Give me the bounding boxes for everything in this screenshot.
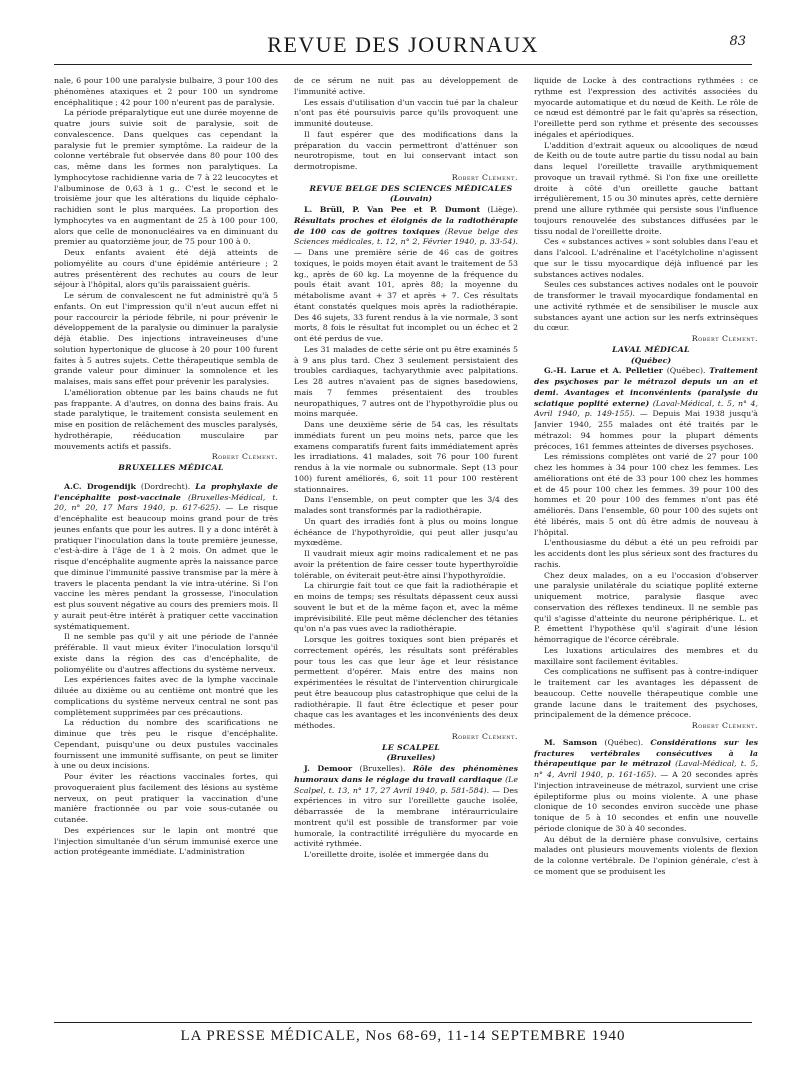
paragraph: Des expériences sur le lapin ont montré que l'injection simultanée d'un sérum immunisé exerce une action protégeante immédiate. L'administration bbox=[54, 825, 278, 857]
article-place: (Québec). bbox=[597, 737, 651, 747]
author-signature: Robert Clément. bbox=[451, 731, 518, 741]
paragraph: Lorsque les goitres toxiques sont bien préparés et correctement opérés, les résultats sont préférables pour tous les cas que leur âge et leur résistance permettent d'opérer. Mais entre des mains non expérimentées le résultat de l'intervention chirurgicale peut être beaucoup plus catastrophique que celui de la radiothérapie. Il faut être éclectique et peser pour chaque cas les avantages et les inconvénients des deux méthodes. bbox=[294, 635, 518, 730]
article-reference: (Le Scalpel, t. 13, n° 17, 27 Avril 1940, p. 581-584). — bbox=[294, 774, 518, 795]
article-abstract bbox=[294, 205, 518, 345]
article-title: Considérations sur les fractures vertébrales consécutives à la thérapeutique par le métrazol bbox=[534, 737, 758, 769]
article-abstract bbox=[294, 764, 518, 850]
article-reference: (Laval-Médical, t. 5, n° 4, Avril 1940, p. 161-165). — bbox=[534, 759, 758, 779]
article-author: G.-H. Larue et A. Pelletier bbox=[544, 366, 663, 376]
paragraph: Dans une deuxième série de 54 cas, les résultats immédiats furent un peu moins nets, parce que les examens comparatifs furent faits immédiatement après les irradiations. 41 malades, soit 76 pour 100 furent rendus à la vie normale ou subnormale. Sept (13 pour 100) furent améliorés, 6, soit 11 pour 100 restèrent stationnaires. bbox=[294, 420, 518, 494]
article-title: Résultats proches et éloignés de la radiothérapie de 100 cas de goitres toxiques bbox=[294, 215, 518, 236]
journal-heading: REVUE BELGE DES SCIENCES MÉDICALES bbox=[309, 183, 513, 193]
journal-city: (Louvain) bbox=[389, 194, 433, 204]
page-footer bbox=[54, 1022, 752, 1051]
paragraph: Les expériences faites avec de la lymphe vaccinale diluée au dixième ou au centième ont montré que les complications du système nerveux central ne sont pas complètement supprimées par ces précautions. bbox=[54, 675, 278, 717]
author-signature: Robert Clément. bbox=[451, 172, 518, 182]
journal-heading: BRUXELLES MÉDICAL bbox=[118, 463, 224, 472]
paragraph: Les rémissions complètes ont varié de 27 pour 100 chez les hommes à 34 pour 100 chez les femmes. Les améliorations ont été de 33 pour 100 chez les hommes et de 45 pour 100 chez les femmes. 39 pour 100 des hommes et 20 pour 100 des femmes n'ont pas été améliorés. Dans l'ensemble, 60 pour 100 des sujets ont été libérés, mais 5 ont dû être admis de nouveau à l'hôpital. bbox=[534, 452, 758, 537]
paragraph: Seules ces substances actives nodales ont le pouvoir de transformer le travail myocardique fondamental en une activité rythmée et de sensibiliser le muscle aux substances ayant une action sur les nerfs extrinsèques du cœur. bbox=[534, 280, 758, 333]
journal-heading: LE SCALPEL bbox=[381, 742, 441, 752]
paragraph: L'oreillette droite, isolée et immergée dans du bbox=[304, 850, 489, 859]
paragraph: Les luxations articulaires des membres et du maxillaire sont facilement évitables. bbox=[534, 645, 758, 666]
article-columns bbox=[54, 76, 758, 1021]
paragraph: Le sérum de convalescent ne fut administré qu'à 5 enfants. On eut l'impression qu'il n'eut aucun effet ni pour raccourcir la période fébrile, ni pour prévenir le développement de la paralysie ou diminuer la paralysie déjà établie. Des injections intraveineuses d'une solution hypertonique de glucose à 20 pour 100 furent faites à 5 autres sujets. Cette thérapeutique sembla de grande valeur pour diminuer la somnolence et les malaises, mais sans effet pour prévenir les paralysies. bbox=[54, 291, 278, 386]
paragraph: La chirurgie fait tout ce que fait la radiothérapie et en moins de temps; ses résultats dépassent ceux aussi souvent le but et de la même façon et, avec la même imprévisibilité. Elle peut même déclencher des tétanies qu'on n'a pas vues avec la radiothérapie. bbox=[294, 581, 518, 634]
paragraph: Au début de la dernière phase convulsive, certains malades ont plusieurs mouvements violents de flexion de la colonne vertébrale. De l'opinion générale, c'est à ce moment que se produisent les bbox=[534, 834, 758, 876]
paragraph: Les 31 malades de cette série ont pu être examinés 5 à 9 ans plus tard. Chez 3 seulement persistaient des troubles cardiaques, tachyarythmie avec palpitations. Les 28 autres n'avaient pas de signes basedowiens, mais 7 femmes présentaient des troubles neuropathiques, 7 autres ont de l'hypothyroïdie plus ou moins marquée. bbox=[294, 344, 518, 419]
article-author: J. Demoor bbox=[304, 764, 353, 773]
author-signature: Robert Clément. bbox=[691, 721, 758, 730]
article-abstract bbox=[534, 738, 758, 835]
article-text: Le risque d'encéphalite est beaucoup moins grand pour de très jeunes enfants que pour les autres. Il y a donc intérêt à pratiquer l'inoculation dans la toute première jeunesse, c'est-à-dire à l'âge de 1 à 2 mois. On admet que le risque d'encéphalite augmente après la naissance parce que diminue l'immunité passive transmise par la mère à travers le placenta pendant la vie intra-utérine. Si l'on vaccine les mères pendant la grossesse, l'inoculation est plus souvent négative au cours des premiers mois. Il y aurait peut-être intérêt à pratiquer cette vaccination systématiquement. bbox=[54, 503, 278, 631]
paragraph: L'addition d'extrait aqueux ou alcooliques de nœud de Keith ou de toute autre partie du tissu nodal au bain dans lequel l'oreillette travaille arythmiquement provoque un travail rythmé. Si l'on fixe une oreillette droite à côté d'un oreillette gauche battant irrégulièrement, 15 ou 30 minutes après, cette dernière prend une allure rythmée qui persiste sous l'influence toujours renouvelée des substances diffusées par le tissu nodal de l'oreillette droite. bbox=[534, 140, 758, 236]
article-place: (Dordrecht). bbox=[135, 481, 196, 491]
article-author: A.C. Drogendijk bbox=[64, 481, 136, 491]
paragraph: Un quart des irradiés font à plus ou moins longue échéance de l'hypothyroïdie, qui peut aller jusqu'au myxœdème. bbox=[294, 516, 518, 548]
paragraph: La réduction du nombre des scarifications ne diminue que très peu le risque d'encéphalite. Cependant, puisqu'une ou deux pustules vaccinales fournissent une immunité suffisante, on peut se limiter à une ou deux incisions. bbox=[54, 718, 278, 771]
author-signature: Robert Clément. bbox=[211, 452, 278, 462]
paragraph: Il ne semble pas qu'il y ait une période de l'année préférable. Il vaut mieux éviter l'inoculation lorsqu'il existe dans la région des cas d'encéphalite, de poliomyélite ou d'autres affections du système nerveux. bbox=[54, 632, 278, 674]
paragraph: liquide de Locke à des contractions rythmées : ce rythme est l'expression des activités associées du myocarde automatique et du nœud de Keith. Le rôle de ce nœud est démontré par le fait qu'après sa résection, l'oreillette perd son rythme et présente des secousses inégales et apériodiques. bbox=[534, 76, 758, 139]
paragraph: Pour éviter les réactions vaccinales fortes, qui provoqueraient plus facilement des lésions au système nerveux, on peut pratiquer la vaccination d'une manière fractionnée ou par voie sous-cutanée ou cutanée. bbox=[54, 772, 278, 824]
paragraph: Les essais d'utilisation d'un vaccin tué par la chaleur n'ont pas été poursuivis parce qu'ils provoquent une immunité douteuse. bbox=[294, 97, 518, 128]
paragraph: La période préparalytique eut une durée moyenne de quatre jours suivie soit de paralysie, soit de convalescence. Dans quelques cas cependant la paralysie fut le premier symptôme. La raideur de la colonne vertébrale fut observée dans 80 pour 100 des cas, même dans les formes non paralytiques. La lymphocytose rachidienne varia de 7 à 22 leucocytes et l'albuminose de 0,63 à 1 g.. C'est le second et le troisième jour que les altérations du liquide céphalo-rachidien sont le plus marquées. La proportion des lymphocytes va en augmentant de 25 à 100 pour 100, alors que celle de mononucléaires va en diminuant du premier au quatorzième jour, de 75 pour 100 à 0. bbox=[54, 108, 278, 247]
paragraph: L'amélioration obtenue par les bains chauds ne fut pas frappante. A d'autres, on donna des bains frais. Au stade paralytique, le traitement consista seulement en mise en position de relâchement des muscles paralysés, hydrothérapie, rééducation musculaire par mouvements actifs et passifs. bbox=[54, 387, 278, 451]
journal-city: (Bruxelles) bbox=[386, 753, 436, 763]
paragraph: Deux enfants avaient été déjà atteints de poliomyélite au cours d'une épidémie antérieure ; 2 autres présentèrent des rechutes au cours de leur séjour à l'hôpital, alors qu'ils paraissaient guéris. bbox=[54, 248, 278, 290]
author-signature: Robert Clément. bbox=[691, 334, 758, 343]
page-header bbox=[54, 30, 752, 65]
article-title: Rôle des phénomènes humoraux dans le réglage du travail cardiaque bbox=[294, 764, 518, 784]
paragraph: nale, 6 pour 100 une paralysie bulbaire, 3 pour 100 des phénomènes ataxiques et 2 pour 100 un syndrome encéphalitique ; 42 pour 100 n'eurent pas de paralysie. bbox=[54, 76, 278, 107]
footer-publication-line: LA PRESSE MÉDICALE, Nos 68-69, 11-14 SEPTEMBRE 1940 bbox=[180, 1028, 626, 1044]
article-title: Traitement des psychoses par le métrazol depuis un an et demi. Avantages et inconvénients (paralysie du sciatique poplité externe) bbox=[534, 366, 758, 408]
article-reference: (Laval-Médical, t. 5, n° 4, Avril 1940, p. 149-155). — bbox=[534, 398, 758, 419]
column-1 bbox=[54, 76, 278, 1021]
journal-section-title: REVUE DES JOURNAUX bbox=[267, 32, 539, 57]
paragraph: Dans l'ensemble, on peut compter que les 3/4 des malades sont transformés par la radiothérapie. bbox=[294, 495, 518, 515]
paragraph: Il vaudrait mieux agir moins radicalement et ne pas avoir la prétention de faire cesser toute hyperthyroïdie tolérable, on éviterait peut-être ainsi l'hypothyroïdie. bbox=[294, 549, 518, 580]
paragraph: Il faut espérer que des modifications dans la préparation du vaccin permettront d'atténuer son neurotropisme, tout en lui conservant intact son dermotropisme. bbox=[294, 129, 518, 171]
paragraph: L'enthousiasme du début a été un peu refroidi par les accidents dont les plus sérieux sont des fractures du rachis. bbox=[534, 538, 758, 569]
article-place: (Liège). bbox=[480, 205, 518, 214]
article-text: Depuis Mai 1938 jusqu'à Janvier 1940, 255 malades ont été traités par le métrazol: 94 hommes pour la plupart déments précoces, 161 femmes atteintes de diverses psychoses. bbox=[534, 409, 758, 451]
paragraph: Ces « substances actives » sont solubles dans l'eau et dans l'alcool. L'adrénaline et l'acétylcholine n'agissent que sur le tissu myocardique déjà influencé par les substances actives nodales. bbox=[534, 237, 758, 279]
article-author: L. Brüll, P. Van Pee et P. Dumont bbox=[304, 205, 481, 214]
article-reference: (Bruxelles-Médical, t. 20, n° 20, 17 Mars 1940, p. 617-625). — bbox=[54, 492, 278, 513]
column-2 bbox=[294, 76, 518, 1021]
paragraph: Chez deux malades, on a eu l'occasion d'observer une paralysie unilatérale du sciatique poplité externe uniquement motrice, paralysie flasque avec conservation des réflexes tendineux. Il ne semble pas qu'il s'agisse d'atteinte du neurone périphérique. L. et P. émettent l'hypothèse qu'il s'agirait d'une lésion hémorragique de l'écorce cérébrale. bbox=[534, 570, 758, 644]
article-place: (Québec). bbox=[662, 366, 710, 376]
paragraph: de ce sérum ne nuit pas au développement de l'immunité active. bbox=[294, 76, 518, 96]
article-abstract bbox=[54, 482, 278, 633]
column-3 bbox=[534, 76, 758, 1021]
page-number: 83 bbox=[729, 34, 746, 49]
article-abstract bbox=[534, 366, 758, 452]
journal-heading: LAVAL MÉDICAL bbox=[612, 344, 690, 354]
article-text: Des expériences in vitro sur l'oreillette gauche isolée, débarrassée de la membrane intéraurriculaire montrent qu'il est possible de transformer par voie humorale, la contractilité irrégulière du myocarde en activité rythmée. bbox=[294, 785, 518, 849]
paragraph: Ces complications ne suffisent pas à contre-indiquer le traitement car les avantages les dépassent de beaucoup. Cette nouvelle thérapeutique comble une grande lacune dans le traitement des psychoses, principalement de la démence précoce. bbox=[534, 667, 758, 720]
article-text: Dans une première série de 46 cas de goitres toxiques, le poids moyen était avant le traitement de 53 kg., après de 60 kg. La moyenne de la fréquence du pouls était avant 101, après 88; la moyenne du métabolisme avant + 37 et après + 7. Ces résultats étant constatés quelques mois après la radiothérapie. Des 46 sujets, 33 furent rendus à la vie normale, 3 sont morts, 8 fois le résultat fut incomplet ou un échec et 2 ont été perdus de vue. bbox=[294, 248, 518, 343]
article-reference: (Revue belge des Sciences médicales, t. 12, n° 2, Février 1940, p. 33-54). — bbox=[294, 226, 518, 257]
article-author: M. Samson bbox=[544, 737, 598, 747]
article-place: (Bruxelles). bbox=[352, 764, 413, 773]
journal-city: (Québec) bbox=[630, 355, 672, 365]
article-text: A 20 secondes après l'injection intraveineuse de métrazol, survient une crise épileptiforme plus ou moins violente. A une phase clonique de 10 secondes environ succède une phase tonique de 5 à 10 secondes et enfin une nouvelle période clonique de 30 à 40 secondes. bbox=[534, 770, 758, 833]
article-title: La prophylaxie de l'encéphalite post-vaccinale bbox=[54, 481, 278, 502]
